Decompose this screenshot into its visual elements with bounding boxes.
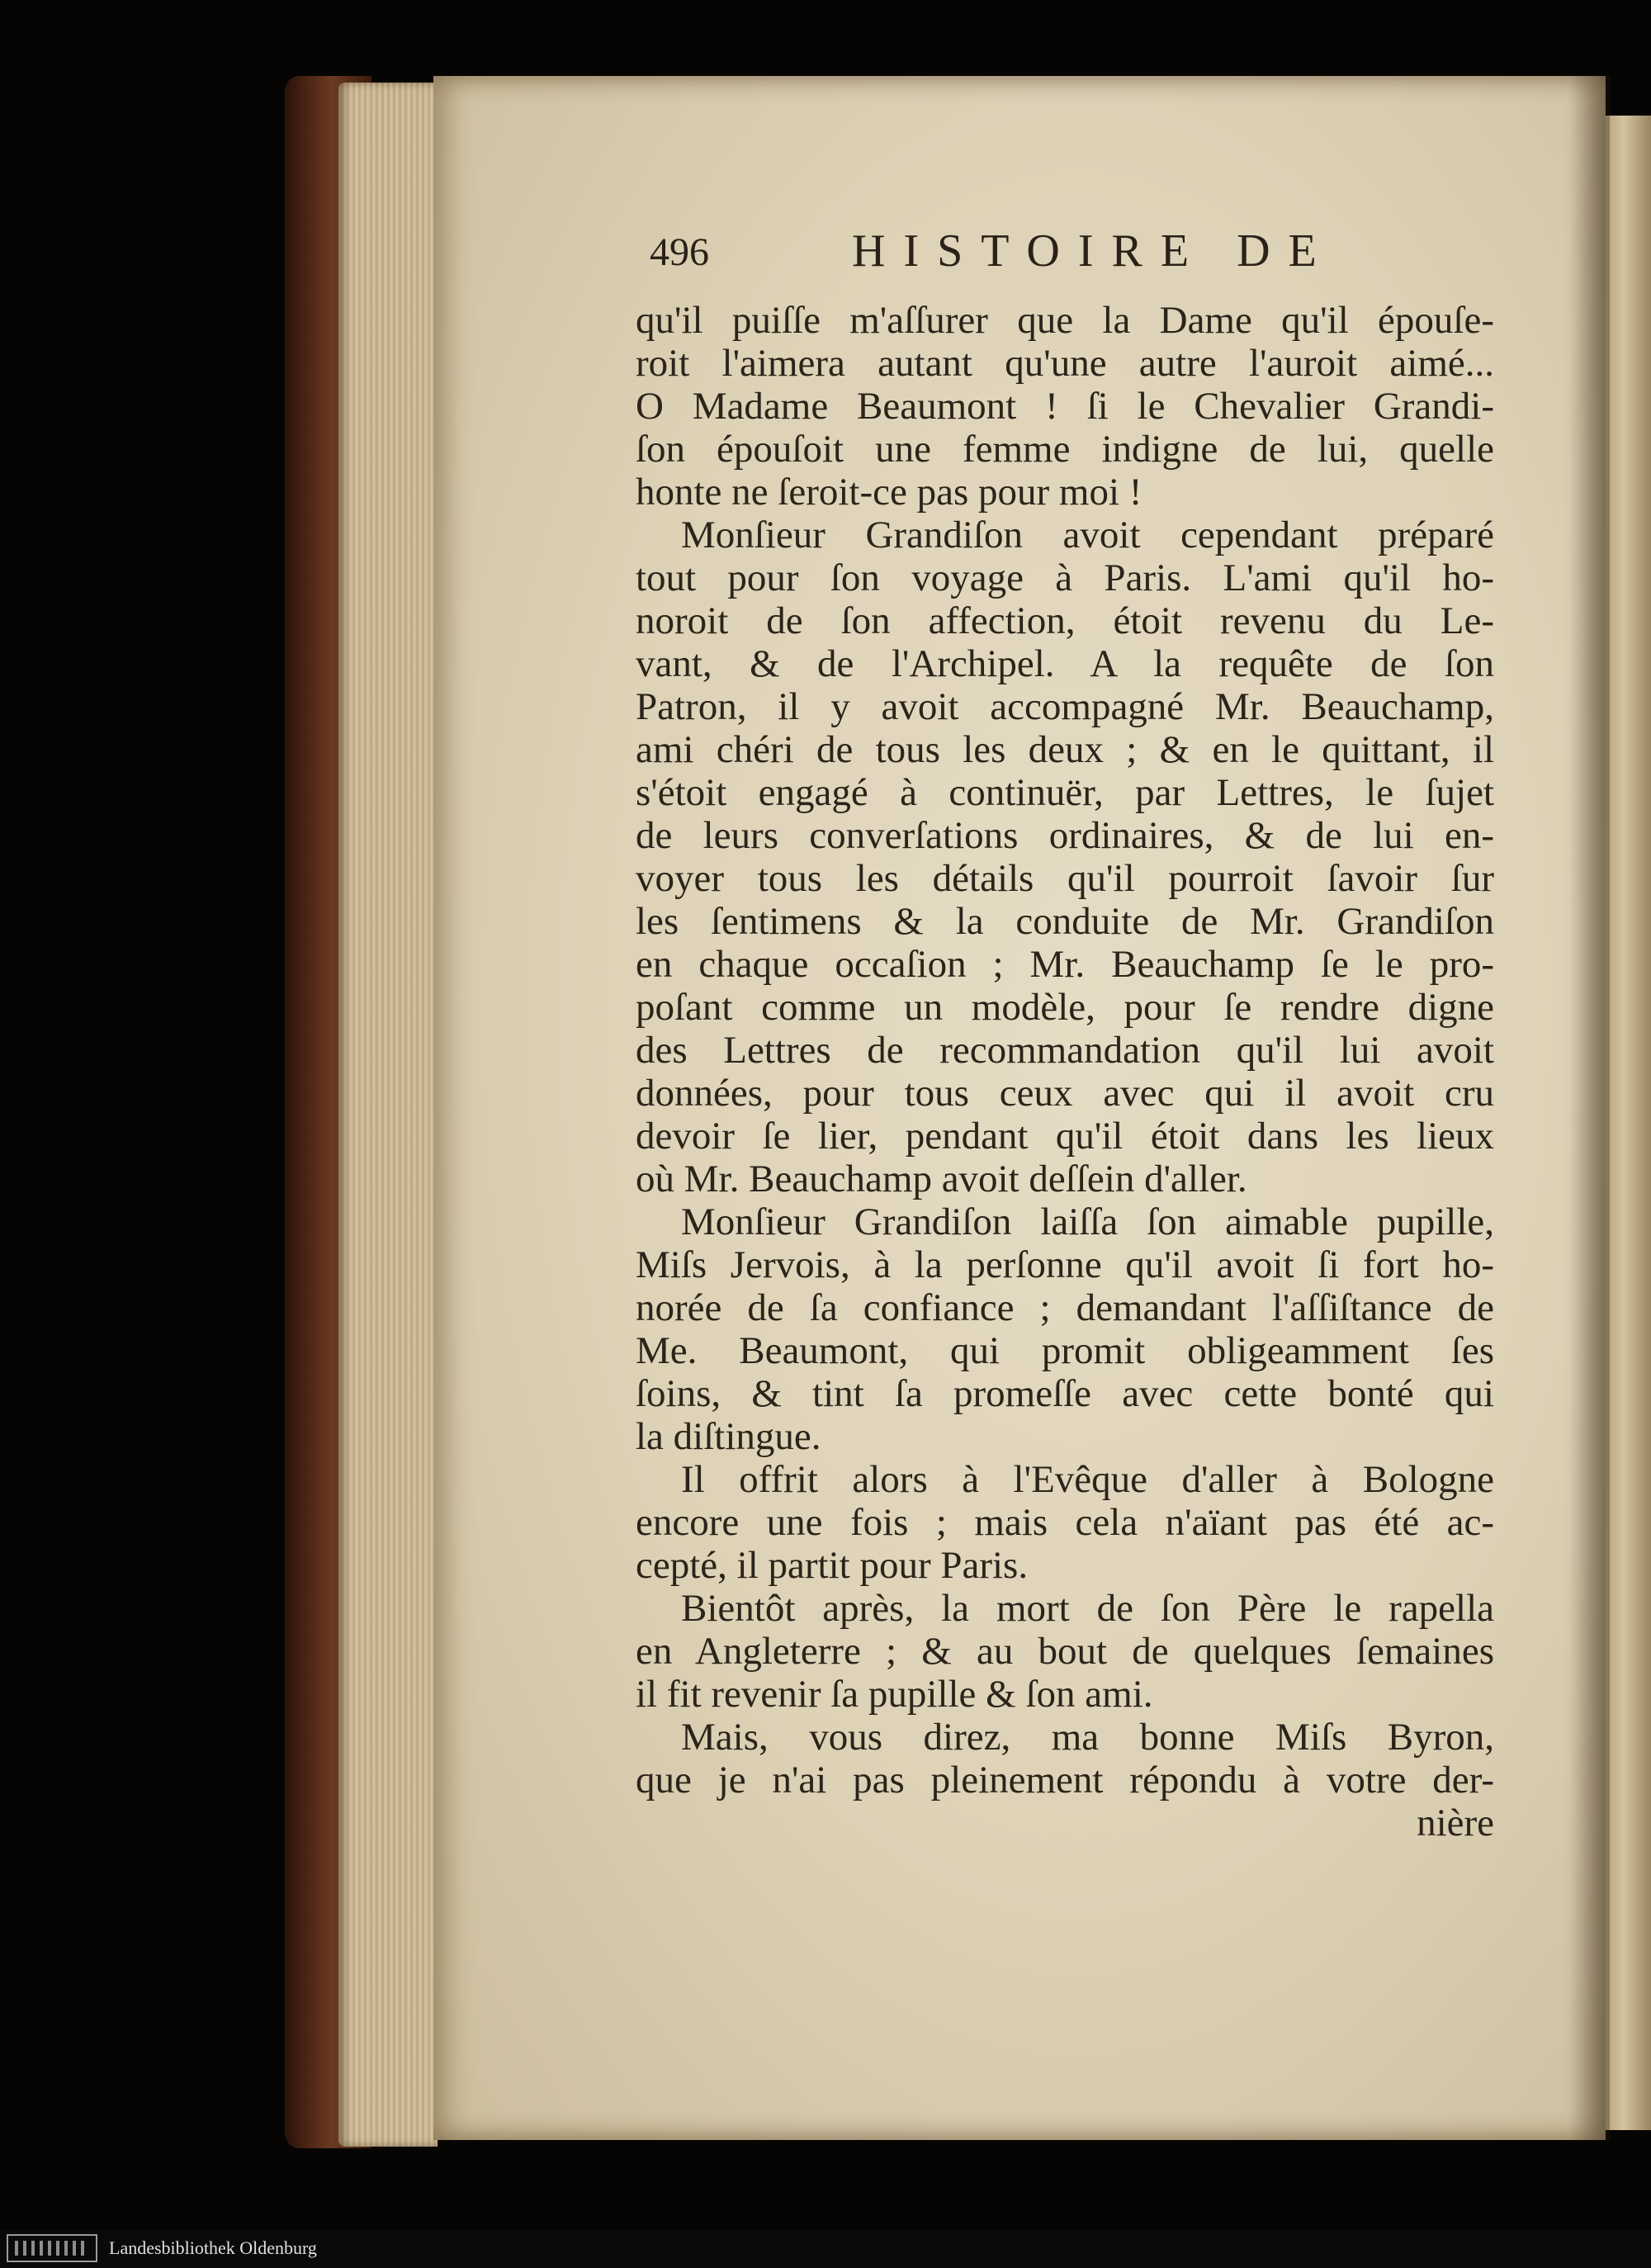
text-line: poſant comme un modèle, pour ſe rendre digne <box>636 986 1494 1029</box>
running-title: HISTOIRE DE <box>852 225 1335 277</box>
text-line: Me. Beaumont, qui promit obligeamment ſes <box>636 1329 1494 1372</box>
text-line: cepté, il partit pour Paris. <box>636 1544 1029 1587</box>
footer-bar <box>0 2229 1651 2268</box>
text-line: tout pour ſon voyage à Paris. L'ami qu'il ho- <box>636 556 1494 599</box>
text-line: Il offrit alors à l'Evêque d'aller à Bologne <box>681 1458 1494 1501</box>
text-line: en Angleterre ; & au bout de quelques ſemaines <box>636 1630 1494 1673</box>
text-line: que je n'ai pas pleinement répondu à votre der- <box>636 1759 1494 1802</box>
page-stack-edge <box>338 83 438 2147</box>
text-line: ſoins, & tint ſa promeſſe avec cette bonté qui <box>636 1372 1494 1415</box>
library-building-icon <box>7 2234 97 2262</box>
text-line: des Lettres de recommandation qu'il lui avoit <box>636 1029 1494 1072</box>
facing-page-edge <box>1606 116 1651 2130</box>
body-text <box>636 299 1494 1844</box>
text-line: O Madame Beaumont ! ſi le Chevalier Grandi- <box>636 385 1494 428</box>
text-line: ami chéri de tous les deux ; & en le quittant, il <box>636 728 1494 771</box>
text-line: s'étoit engagé à continuër, par Lettres, le ſujet <box>636 771 1494 814</box>
text-line: vant, & de l'Archipel. A la requête de ſon <box>636 642 1494 685</box>
page-number: 496 <box>650 230 709 274</box>
text-line: nière <box>1417 1802 1494 1844</box>
text-line: norée de ſa confiance ; demandant l'aſſiſtance de <box>636 1286 1494 1329</box>
text-line: roit l'aimera autant qu'une autre l'auroit aimé... <box>636 342 1494 385</box>
text-line: Mais, vous direz, ma bonne Miſs Byron, <box>681 1716 1494 1759</box>
text-line: où Mr. Beauchamp avoit deſſein d'aller. <box>636 1158 1247 1200</box>
gutter-shadow <box>1568 76 1610 2140</box>
text-line: en chaque occaſion ; Mr. Beauchamp ſe le pro- <box>636 943 1494 986</box>
text-line: honte ne ſeroit-ce pas pour moi ! <box>636 471 1142 514</box>
text-line: Miſs Jervois, à la perſonne qu'il avoit ſi fort ho- <box>636 1243 1494 1286</box>
page-header <box>650 225 1492 282</box>
text-line: données, pour tous ceux avec qui il avoit cru <box>636 1072 1494 1115</box>
text-line: Patron, il y avoit accompagné Mr. Beauchamp, <box>636 685 1494 728</box>
text-line: les ſentimens & la conduite de Mr. Grandiſon <box>636 900 1494 943</box>
text-line: Monſieur Grandiſon laiſſa ſon aimable pupille, <box>681 1200 1494 1243</box>
text-line: devoir ſe lier, pendant qu'il étoit dans les lieux <box>636 1115 1494 1158</box>
text-line: qu'il puiſſe m'aſſurer que la Dame qu'il épouſe- <box>636 299 1494 342</box>
text-line: Bientôt après, la mort de ſon Père le rapella <box>681 1587 1494 1630</box>
text-line: la diſtingue. <box>636 1415 821 1458</box>
text-line: de leurs converſations ordinaires, & de lui en- <box>636 814 1494 857</box>
text-line: ſon épouſoit une femme indigne de lui, quelle <box>636 428 1494 471</box>
text-line: noroit de ſon affection, étoit revenu du Le- <box>636 599 1494 642</box>
library-name: Landesbibliothek Oldenburg <box>109 2237 317 2258</box>
text-line: il fit revenir ſa pupille & ſon ami. <box>636 1673 1153 1716</box>
text-line: Monſieur Grandiſon avoit cependant préparé <box>681 514 1494 556</box>
text-line: voyer tous les détails qu'il pourroit ſavoir ſur <box>636 857 1494 900</box>
text-line: encore une fois ; mais cela n'aïant pas été ac- <box>636 1501 1494 1544</box>
